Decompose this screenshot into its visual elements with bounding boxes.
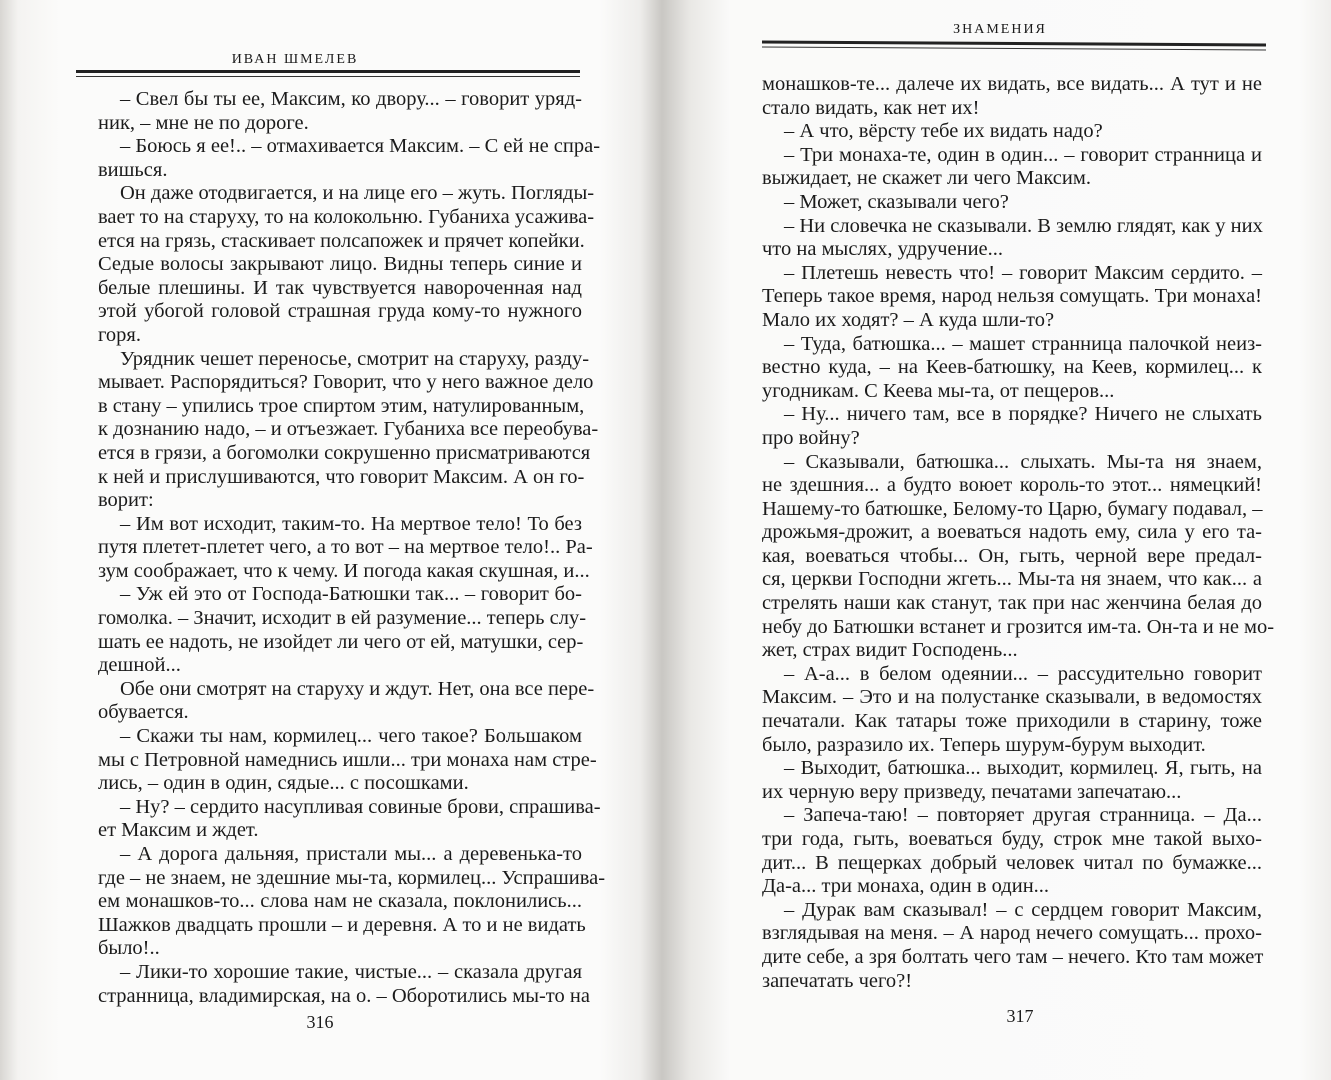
text-line: мы с Петровной намеднись ишли... три монаха нам стре- [98,748,597,771]
text-line: – Сказывали, батюшка... слыхать. Мы-та ня знаем, [784,450,1262,473]
text-line: белые плешины. И так чувствуется навороченная над [98,276,582,299]
text-line: – Боюсь я ее!.. – отмахивается Максим. – С ей не спра- [120,135,601,158]
text-line: не здешния... а будто воюет король-то этот... нямецкий! [762,474,1262,497]
left-page-body [98,88,606,1008]
text-line: к ней и прислушиваются, что говорит Максим. А он го- [98,465,585,488]
text-line: где – не знаем, не здешние мы-та, кормилец... Успрашива- [98,866,606,889]
page-number-right: 317 [1006,1006,1034,1026]
text-line: – Запеча-таю! – повторяет другая странница. – Да... [784,804,1262,827]
text-line: – Ну... ничего там, все в порядке? Ничего не слыхать [784,403,1262,426]
text-line: было, разразило их. Теперь шурум-бурум выходит. [762,733,1206,756]
text-line: путя плетет-плетет чего, а то вот – на мертвое тело!.. Ра- [98,536,593,559]
text-line: запечатать чего?! [762,969,913,992]
paragraph [762,333,1262,404]
text-line: выжидает, не скажет ли чего Максим. [762,167,1091,190]
text-line: Урядник чешет переносье, смотрит на старуху, разду- [120,347,590,370]
text-line: – Уж ей это от Господа-Батюшки так... – говорит бо- [120,583,582,606]
text-line: – Дурак вам сказывал! – с сердцем говорит Максим, [784,898,1262,921]
text-line: – А-а... в белом одеянии... – рассудительно говорит [784,662,1262,685]
right-page-body [762,73,1275,993]
text-line: дите себе, а зря болтать чего там – нечего. Кто там может [762,945,1264,968]
text-line: небу до Батюшки встанет и грозится им-та. Он-та и не мо- [762,615,1275,638]
paragraph [98,182,595,347]
text-line: их черную веру призведу, печатами запечатаю... [762,780,1182,803]
paragraph [762,191,1262,215]
text-line: – Туда, батюшка... – машет странница палочкой неиз- [784,332,1262,355]
text-line: монашков-те... далече их видать, все видать... А тут и не [762,73,1262,95]
text-line: что на мыслях, удручение... [762,238,1004,261]
text-line: ется в грязи, а богомолки сокрушенно присматриваются [98,441,591,464]
paragraph [762,403,1262,450]
text-line: к дознанию надо, – и отъезжает. Губаниха все переобува- [98,418,599,441]
text-line: вестно куда, – на Кеев-батюшку, на Кеев, кормилец... к [762,356,1262,379]
header-rule-thick [76,70,580,73]
text-line: в стану – упились трое спиртом этим, натулированным, [98,394,585,417]
text-line: лись, – один в один, сядые... с посошками. [98,772,469,795]
paragraph [762,757,1262,804]
text-line: Максим. – Это и на полустанке сказывали, в ведомостях [762,686,1262,709]
text-line: Да-а... три монаха, один в один... [762,875,1050,898]
paragraph [98,725,597,796]
text-line: взглядывая на меня. – А народ нечего сомущать... прохо- [762,922,1262,945]
text-line: Обе они смотрят на старуху и ждут. Нет, она все пере- [120,677,595,700]
text-line: угодникам. С Кеева мы-та, от пещеров... [762,379,1115,402]
text-line: этой убогой головой страшная груда кому-то нужного [98,300,582,323]
text-line: – Скажи ты нам, кормилец... чего такое? Большаком [120,725,582,748]
text-line: жет, страх видит Господень... [762,639,1018,662]
paragraph [762,262,1262,333]
text-line: печатали. Как татары тоже приходили в старину, тоже [762,710,1262,733]
text-line: ворит: [98,489,154,512]
text-line: Он даже отодвигается, и на лице его – жуть. Погляды- [120,182,595,205]
paragraph [762,73,1262,120]
text-line: обувается. [98,701,189,724]
text-line: стрелять наши как станут, так при нас женчина белая до [762,592,1262,615]
text-line: ет Максим и ждет. [98,819,259,842]
text-line: про войну? [762,426,860,449]
text-line: – Лики-то хорошие такие, чистые... – сказала другая [120,960,582,983]
header-rule-thick [762,40,1266,46]
paragraph [762,899,1262,993]
paragraph [762,215,1262,262]
text-line: – Ну? – сердито насупливая совиные брови, спрашива- [120,795,601,818]
text-line: дрожьмя-дрожит, а воеваться надоть ему, сила у его та- [762,521,1262,544]
text-line: – Плетешь невесть что! – говорит Максим сердито. – [784,261,1262,284]
text-line: зум соображает, что к чему. И погода какая скушная, и... [98,559,590,582]
text-line: Теперь такое время, народ нельзя сомущать. Три монаха! [762,285,1262,308]
text-line: – Три монаха-те, один в один... – говорит странница и [784,143,1262,166]
text-line: – Выходит, батюшка... выходит, кормилец. Я, гыть, на [784,757,1262,780]
paragraph [98,512,593,584]
paragraph [98,135,601,182]
text-line: три года, гыть, воеваться буду, строк мне такой выхо- [762,828,1262,850]
text-line: дешной... [98,654,181,677]
text-line: ется на грязь, стаскивает полсапожек и прячет копейки. [98,229,585,252]
header-rule-thin [76,76,580,77]
text-line: дит... В пещерках добрый человек читал по бумажке... [762,851,1262,874]
text-line: вишься. [98,158,168,181]
text-line: ем монашков-то... слова нам не сказала, поклонились... [98,890,582,913]
text-line: кая, воеваться чтобы... Он, гыть, черной вере предал- [762,544,1262,567]
text-line: – А что, вёрсту тебе их видать надо? [784,120,1103,143]
text-line: странница, владимирская, на о. – Оборотились мы-то на [98,984,590,1007]
paragraph [98,677,595,725]
text-line: ник, – мне не по дороге. [98,111,309,134]
header-rule-thin [762,46,1266,50]
paragraph [762,144,1262,191]
text-line: Мало их ходят? – А куда шли-то? [762,308,1055,331]
text-line: Шажков двадцать прошли – и деревня. А то и не видать [98,913,586,936]
text-line: шать ее надоть, не изойдет ли чего от ей, матушки, сер- [98,630,584,653]
paragraph [762,120,1262,144]
text-line: было!.. [98,937,160,960]
paragraph [98,795,601,843]
text-line: – Ни словечка не сказывали. В землю глядят, как у них [784,214,1263,237]
paragraph [98,347,599,513]
text-line: Седые волосы закрывают лицо. Видны теперь синие и [98,253,582,276]
paragraph [98,960,590,1008]
text-line: – Может, сказывали чего? [784,190,1009,213]
text-line: гомолка. – Значит, исходит в ей разумение... теперь слу- [98,607,587,630]
paragraph [98,88,582,135]
paragraph [762,450,1275,663]
running-head-right: ЗНАМЕНИЯ [953,22,1047,37]
paragraph [98,843,606,961]
text-line: горя. [98,323,141,346]
text-line: ся, церкви Господни жгеть... Мы-та ня знаем, что как... а [762,568,1262,591]
text-line: – А дорога дальняя, пристали мы... а деревенька-то [120,843,582,865]
text-line: – Им вот исходит, таким-то. На мертвое тело! То без [120,512,582,535]
text-line: – Свел бы ты ее, Максим, ко двору... – говорит уряд- [120,88,582,110]
text-line: стало видать, как нет их! [762,96,980,119]
page-number-left: 316 [306,1012,334,1032]
text-line: мывает. Распорядиться? Говорит, что у него важное дело [98,371,594,394]
running-head-left: ИВАН ШМЕЛЕВ [231,52,359,67]
paragraph [762,663,1262,757]
paragraph [98,583,587,677]
paragraph [762,804,1262,898]
text-line: Нашему-то батюшке, Белому-то Царю, бумагу подавал, – [762,497,1263,520]
text-line: вает то на старуху, то на колокольню. Губаниха усажива- [98,205,595,228]
